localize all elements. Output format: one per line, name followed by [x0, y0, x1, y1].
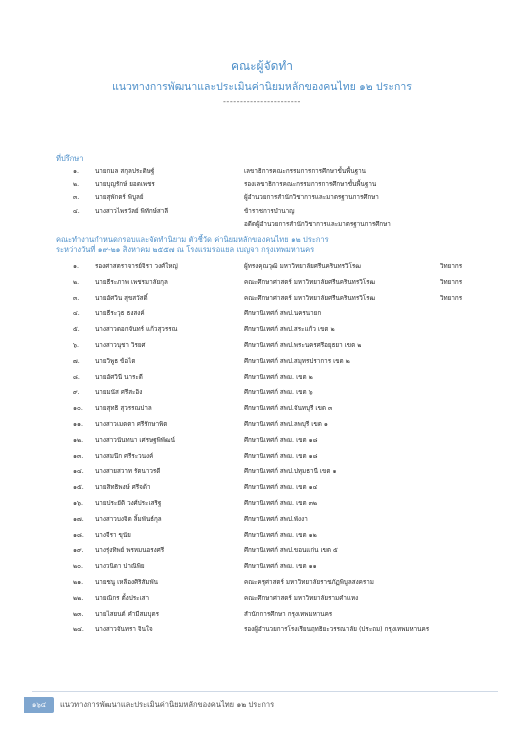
item-number: ๔. [73, 207, 80, 215]
item-number: ๑๒. [73, 436, 84, 444]
person-role: วิทยากร [440, 263, 463, 270]
person-position: รองเลขาธิการคณะกรรมการการศึกษาขั้นพื้นฐาน [244, 181, 377, 189]
person-position: คณะครุศาสตร์ มหาวิทยาลัยราชภัฏพิบูลสงคราม [244, 579, 374, 586]
item-number: ๔. [73, 310, 80, 318]
person-role: วิทยากร [440, 294, 463, 302]
working-group-subheading: ระหว่างวันที่ ๑๙-๒๑ สิงหาคม ๒๕๕๗ ณ โรงแรมรอแยล เบญจา กรุงเทพมหานคร [56, 245, 315, 254]
item-number: ๒๐. [73, 563, 83, 571]
list-item [0, 388, 524, 400]
person-name: นางสาวนันทนา เศรษฐพิพัฒน์ [95, 436, 175, 444]
item-number: ๓. [73, 194, 80, 202]
person-name: นางสาวไพรวัลย์ พิทักษ์สาลี [95, 207, 169, 215]
person-name: นายชนู เหลืองศิริสัมพัน [95, 579, 158, 586]
person-name: นายอัศวิน สุขสวัสดิ์ [95, 294, 148, 302]
person-name: นายสิทธิพงษ์ ศรีจด้า [95, 484, 151, 492]
item-number: ๑๓. [73, 452, 84, 460]
list-item [0, 357, 524, 369]
working-group-heading: คณะทำงานกำหนดกรอบและจัดทำนิยาม ตัวชี้วัด ค่านิยมหลักของคนไทย ๑๒ ประการ [56, 235, 329, 244]
list-item [0, 531, 524, 543]
person-position: เลขาธิการคณะกรรมการการศึกษาขั้นพื้นฐาน [244, 168, 366, 175]
list-item [0, 467, 524, 479]
list-item [0, 262, 524, 274]
person-position: ศึกษานิเทศก์ สพป.จันทบุรี เขต ๓ [244, 405, 333, 413]
item-number: ๑๐. [73, 405, 83, 413]
list-item [0, 193, 524, 205]
person-name: นายไสยนต์ คำมีสมบุตร [95, 610, 159, 618]
list-item [0, 294, 524, 306]
list-item [0, 180, 524, 192]
person-name: นายกมล สกุลประดิษฐ์ [95, 168, 155, 175]
person-name: นางรุ่งทิพย์ พรหมนอรงศรี [95, 547, 165, 555]
person-position: รองผู้อำนวยการโรงเรียนฤทธิยะวรรณาลัย (ประถม) กรุงเทพมหานคร [244, 626, 430, 634]
person-name: นางสาวนุชา วิรยศ [95, 342, 146, 349]
person-name: นางวนิดา ปาณิพิย [95, 563, 145, 571]
person-name: นางจีรา ขุนัย [95, 531, 131, 539]
item-number: ๕. [73, 326, 80, 334]
list-item [0, 309, 524, 321]
person-name: นางสาวจันทรา จินใจ [95, 626, 153, 634]
list-item [0, 499, 524, 511]
item-number: ๑๖. [73, 500, 83, 507]
person-position: ศึกษานิเทศก์ สพป.ขอนแก่น เขต ๕ [244, 547, 338, 555]
person-name: นายธีระภาพ เพชรมาลัยกุล [95, 278, 168, 286]
person-name: นายสุพักตร์ พิบูลย์ [95, 194, 144, 202]
item-number: ๒. [73, 181, 80, 189]
person-position: คณะศึกษาศาสตร์ มหาวิทยาลัยศรีนครินทรวิโรฒ [244, 278, 376, 286]
list-item [0, 167, 524, 179]
person-position: ศึกษานิเทศก์ สพม. เขต ๑๔ [244, 484, 318, 492]
person-position: อดีตผู้อำนวยการสำนักวิชาการและมาตรฐานการศึกษา [244, 220, 391, 228]
page-title: คณะผู้จัดทำ [230, 59, 294, 73]
person-position: ศึกษานิเทศก์ สพม. เขต ๓๒ [244, 500, 318, 507]
list-item [0, 207, 524, 219]
item-number: ๑๗. [73, 515, 84, 523]
list-item [0, 546, 524, 558]
footer-title: แนวทางการพัฒนาและประเมินค่านิยมหลักของคนไทย ๑๒ ประการ [60, 700, 275, 709]
item-number: ๑. [73, 263, 79, 270]
person-name: นางสาวเมตตา ศรีรักษาพิต [95, 421, 168, 428]
item-number: ๒๔. [73, 626, 84, 634]
person-position: ศึกษานิเทศก์ สพม. เขต ๑๒ [244, 531, 317, 539]
item-number: ๖. [73, 342, 79, 349]
list-item [0, 452, 524, 464]
item-number: ๓. [73, 294, 80, 302]
footer-divider [32, 691, 498, 692]
person-position: ศึกษานิเทศก์ สพป.สระแก้ว เขต ๒ [244, 326, 335, 334]
person-position: ศึกษานิเทศก์ สพม. เขต ๖ [244, 389, 313, 397]
person-position: ศึกษานิเทศก์ สพม. เขต ๑๘ [244, 452, 318, 460]
person-position: สำนักการศึกษา กรุงเทพมหานคร [244, 610, 333, 618]
item-number: ๑. [73, 168, 79, 175]
person-name: นางสาวดอกจันทร์ แก้วสุวรรณ [95, 326, 178, 334]
list-item [0, 562, 524, 574]
item-number: ๑๕. [73, 484, 84, 492]
advisors-heading: ที่ปรึกษา [56, 154, 84, 163]
item-number: ๑๙. [73, 547, 84, 555]
person-name: นางสายสวาท รัตนาวรดี [95, 468, 161, 476]
list-item [0, 578, 524, 590]
list-item [0, 420, 524, 432]
person-name: นายธีระวุธ ธงสงค์ [95, 310, 145, 318]
list-item [0, 610, 524, 622]
person-position: ผู้ทรงคุณวุฒิ มหาวิทยาลัยศรีนครินทรวิโรฒ [244, 263, 361, 270]
list-item [0, 515, 524, 527]
person-position: ศึกษานิเทศก์ สพม. เขต ๒ [244, 373, 313, 381]
list-item [0, 483, 524, 495]
list-item [0, 625, 524, 637]
list-item [0, 220, 524, 232]
person-position: ศึกษานิเทศก์ สพป.ปทุมธานี เขต ๑ [244, 468, 337, 476]
item-number: ๑๔. [73, 468, 84, 476]
list-item [0, 436, 524, 448]
person-position: ศึกษานิเทศก์ สพป.สมุทรปราการ เขต ๒ [244, 357, 350, 365]
person-name: นายสุทธิ สุวรรณปาล [95, 405, 152, 413]
list-item [0, 373, 524, 385]
person-role: วิทยากร [440, 278, 463, 286]
item-number: ๑๑. [73, 421, 83, 428]
person-name: นายประยัติ วงศ์ประเสริฐ [95, 500, 162, 507]
person-position: ศึกษานิเทศก์ สพป.พระนครศรีอยุธยา เขต ๒ [244, 342, 362, 349]
person-name: นายณิกร ตั้งประเสา [95, 594, 150, 602]
person-name: นายอัศวินี นาระดี [95, 373, 143, 381]
person-position: ศึกษานิเทศก์ สพป.พังงา [244, 515, 308, 523]
person-name: นายวิพูธ ข้อไต [95, 357, 136, 365]
person-position: ศึกษานิเทศก์ สพม. เขต ๑๘ [244, 436, 318, 444]
page-subtitle: แนวทางการพัฒนาและประเมินค่านิยมหลักของคนไทย ๑๒ ประการ [112, 81, 412, 93]
person-name: นางสมนึก ศรีระวนงค์ [95, 452, 154, 460]
item-number: ๙. [73, 389, 80, 397]
item-number: ๒๑. [73, 579, 84, 586]
list-item [0, 325, 524, 337]
person-name: รองศาสตราจารย์จิรา วงศ์ใหญ่ [95, 263, 178, 270]
item-number: ๒๓. [73, 610, 84, 618]
item-number: ๗. [73, 357, 80, 365]
person-position: ศึกษานิเทศก์ สพป.ลพบุรี เขต ๑ [244, 421, 328, 428]
list-item [0, 278, 524, 290]
person-position: คณะศึกษาศาสตร์ มหาวิทยาลัยศรีนครินทรวิโรฒ [244, 294, 376, 302]
person-name: นายบุญรักษ์ ยอดเพชร [95, 181, 155, 189]
item-number: ๑๘. [73, 531, 84, 539]
person-position: ศึกษานิเทศก์ สพป.นครนายก [244, 310, 322, 318]
person-name: นางสาวบงจิต ลิ้มพันธ์กุล [95, 515, 162, 523]
list-item [0, 404, 524, 416]
person-position: ผู้อำนวยการสำนักวิชาการและมาตรฐานการศึกษา [244, 194, 379, 202]
person-position: ศึกษานิเทศก์ สพม. เขต ๑๑ [244, 563, 317, 571]
person-position: คณะศึกษาศาสตร์ มหาวิทยาลัยรามคำแหง [244, 594, 359, 602]
item-number: ๒. [73, 278, 80, 286]
person-position: ข้าราชการบำนาญ [244, 207, 295, 215]
item-number: ๘. [73, 373, 80, 381]
item-number: ๒๒. [73, 594, 84, 602]
list-item [0, 341, 524, 353]
person-name: นายมนัส ศรีสะอิง [95, 389, 143, 397]
page-number: ๑๖๔ [24, 697, 54, 713]
title-divider: ----------------------- [223, 97, 301, 106]
list-item [0, 594, 524, 606]
